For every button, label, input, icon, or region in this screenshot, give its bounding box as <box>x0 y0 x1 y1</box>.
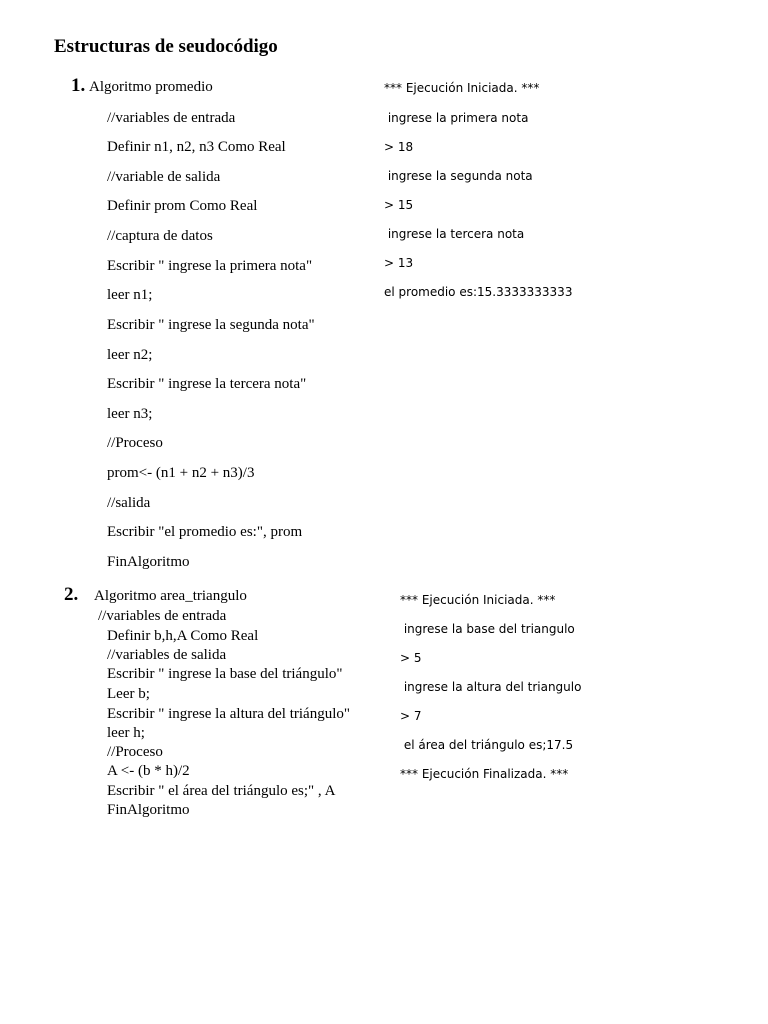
code-line: Escribir " ingrese la altura del triángulo" <box>107 706 350 722</box>
output-line: ingrese la primera nota <box>384 111 529 125</box>
code-line: prom<- (n1 + n2 + n3)/3 <box>107 465 255 481</box>
code-line: Definir n1, n2, n3 Como Real <box>107 139 286 155</box>
code-line: Escribir " ingrese la base del triángulo" <box>107 666 343 682</box>
code-line: Escribir " ingrese la primera nota" <box>107 258 313 274</box>
code-line: FinAlgoritmo <box>107 554 190 570</box>
code-line: FinAlgoritmo <box>107 802 190 818</box>
output-line: *** Ejecución Iniciada. *** <box>384 81 540 95</box>
output-line: el área del triángulo es;17.5 <box>400 738 574 752</box>
code-line: Algoritmo promedio <box>89 79 213 95</box>
code-line: Escribir " ingrese la tercera nota" <box>107 376 307 392</box>
code-line: Algoritmo area_triangulo <box>94 588 247 604</box>
code-line: //Proceso <box>107 744 163 760</box>
output-line: ingrese la altura del triangulo <box>400 680 582 694</box>
code-line: //variables de entrada <box>107 110 236 126</box>
code-line: leer h; <box>107 725 145 741</box>
code-line: leer n3; <box>107 406 153 422</box>
output-line: ingrese la segunda nota <box>384 169 533 183</box>
code-line: //variables de entrada <box>98 608 227 624</box>
code-line: Escribir " ingrese la segunda nota" <box>107 317 315 333</box>
code-line: //variables de salida <box>107 647 227 663</box>
code-line: //variable de salida <box>107 169 221 185</box>
code-line: A <- (b * h)/2 <box>107 763 190 779</box>
output-line: el promedio es:15.3333333333 <box>384 285 573 299</box>
output-line: *** Ejecución Finalizada. *** <box>400 767 569 781</box>
output-line: ingrese la base del triangulo <box>400 622 575 636</box>
code-line: //salida <box>107 495 151 511</box>
output-line: > 7 <box>400 709 422 723</box>
code-line: Definir prom Como Real <box>107 198 258 214</box>
code-line: //Proceso <box>107 435 163 451</box>
code-line: leer n1; <box>107 287 153 303</box>
output-line: ingrese la tercera nota <box>384 227 525 241</box>
code-line: Definir b,h,A Como Real <box>107 628 259 644</box>
output-line: > 18 <box>384 140 414 154</box>
output-line: > 13 <box>384 256 414 270</box>
section-number: 2. <box>64 584 79 605</box>
section-number: 1. <box>71 75 86 96</box>
code-line: Escribir "el promedio es:", prom <box>107 524 303 540</box>
output-line: *** Ejecución Iniciada. *** <box>400 593 556 607</box>
code-line: //captura de datos <box>107 228 213 244</box>
code-line: leer n2; <box>107 347 153 363</box>
code-line: Escribir " el área del triángulo es;" , A <box>107 783 336 799</box>
document-title: Estructuras de seudocódigo <box>54 36 278 57</box>
output-line: > 5 <box>400 651 422 665</box>
output-line: > 15 <box>384 198 414 212</box>
code-line: Leer b; <box>107 686 150 702</box>
